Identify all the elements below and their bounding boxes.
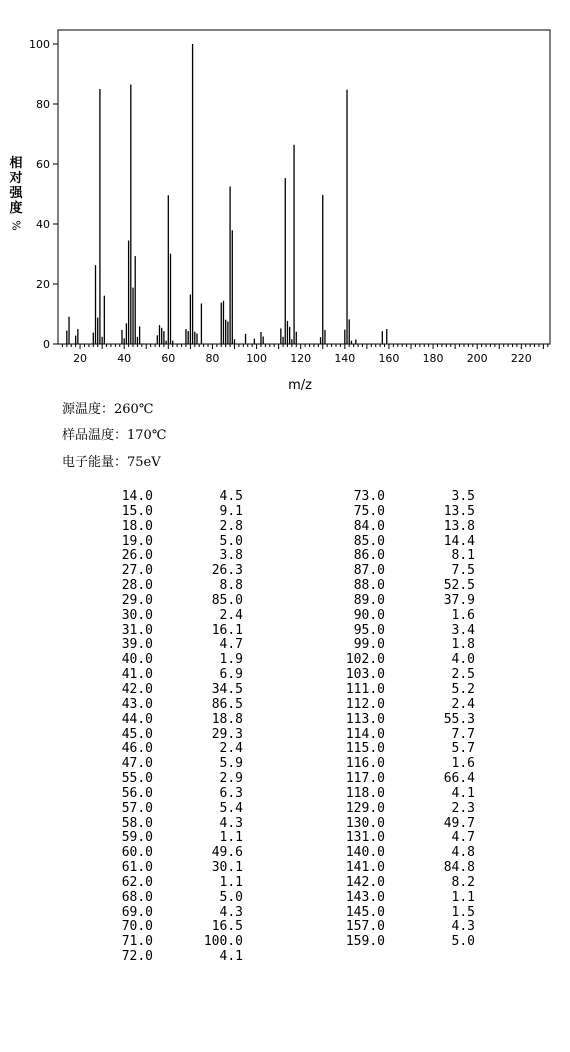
x-tick-label: 180: [422, 352, 444, 365]
x-tick-label: 80: [205, 352, 220, 365]
table-row: [0, 638, 570, 653]
table-row: [0, 490, 570, 505]
mz-value: 142.0: [345, 874, 385, 890]
abundance-value: 14.4: [443, 533, 475, 549]
mz-value: 141.0: [345, 860, 385, 876]
abundance-value: 5.0: [451, 934, 475, 950]
mz-value: 102.0: [345, 652, 385, 668]
abundance-value: 6.9: [219, 667, 243, 683]
plot-frame: [58, 30, 550, 344]
abundance-value: 2.4: [219, 607, 243, 623]
y-tick-label: 0: [43, 338, 50, 351]
abundance-value: 1.5: [451, 904, 475, 920]
x-tick-label: 60: [161, 352, 176, 365]
mz-value: 44.0: [121, 711, 153, 727]
mz-value: 111.0: [345, 681, 385, 697]
abundance-value: 49.6: [211, 845, 243, 861]
chart-bars: [67, 44, 387, 344]
table-row: [0, 802, 570, 817]
mz-value: 88.0: [353, 578, 385, 594]
abundance-value: 3.5: [451, 489, 475, 504]
mz-value: 71.0: [121, 934, 153, 950]
abundance-value: 1.9: [219, 652, 243, 668]
abundance-value: 26.3: [211, 563, 243, 579]
table-row: [0, 698, 570, 713]
mass-spectrum-chart: [0, 0, 570, 400]
x-axis-label: m/z: [288, 378, 312, 393]
abundance-value: 4.3: [451, 919, 475, 935]
mz-value: 129.0: [345, 800, 385, 816]
abundance-value: 16.5: [211, 919, 243, 935]
abundance-value: 86.5: [211, 696, 243, 712]
x-tick-label: 20: [73, 352, 88, 365]
table-row: [0, 683, 570, 698]
y-axis-label-text: 相对强度: [9, 156, 23, 216]
abundance-value: 4.7: [451, 830, 475, 846]
mz-value: 103.0: [345, 667, 385, 683]
mz-value: 30.0: [121, 607, 153, 623]
table-row: [0, 906, 570, 921]
x-tick-label: 40: [117, 352, 132, 365]
mz-value: 68.0: [121, 889, 153, 905]
abundance-value: 4.0: [451, 652, 475, 668]
table-row: [0, 505, 570, 520]
abundance-value: 1.1: [219, 830, 243, 846]
abundance-value: 16.1: [211, 622, 243, 638]
abundance-value: 7.7: [451, 726, 475, 742]
abundance-value: 1.1: [219, 874, 243, 890]
abundance-value: 4.3: [219, 815, 243, 831]
mz-value: 72.0: [121, 949, 153, 965]
table-row: [0, 846, 570, 861]
abundance-value: 2.5: [451, 667, 475, 683]
mz-value: 61.0: [121, 860, 153, 876]
table-row: [0, 564, 570, 579]
source-temperature: 源温度：260℃: [62, 402, 154, 417]
x-tick-label: 100: [246, 352, 268, 365]
abundance-value: 55.3: [443, 711, 475, 727]
abundance-value: 3.4: [451, 622, 475, 638]
mz-value: 31.0: [121, 622, 153, 638]
table-row: [0, 935, 570, 950]
mz-value: 159.0: [345, 934, 385, 950]
abundance-value: 2.9: [219, 771, 243, 787]
abundance-value: 18.8: [211, 711, 243, 727]
mz-value: 117.0: [345, 771, 385, 787]
abundance-value: 4.5: [219, 489, 243, 504]
abundance-value: 85.0: [211, 592, 243, 608]
mz-value: 45.0: [121, 726, 153, 742]
x-tick-label: 220: [510, 352, 532, 365]
table-row: [0, 609, 570, 624]
x-tick-label: 140: [334, 352, 356, 365]
mz-value: 113.0: [345, 711, 385, 727]
table-row: [0, 817, 570, 832]
mz-value: 116.0: [345, 756, 385, 772]
table-row: [0, 861, 570, 876]
abundance-value: 49.7: [443, 815, 475, 831]
mz-value: 118.0: [345, 785, 385, 801]
mz-value: 140.0: [345, 845, 385, 861]
mz-value: 145.0: [345, 904, 385, 920]
mz-value: 28.0: [121, 578, 153, 594]
mz-value: 46.0: [121, 741, 153, 757]
mz-value: 59.0: [121, 830, 153, 846]
mz-value: 69.0: [121, 904, 153, 920]
abundance-value: 2.3: [451, 800, 475, 816]
abundance-value: 2.4: [451, 696, 475, 712]
mz-value: 47.0: [121, 756, 153, 772]
y-tick-label: 20: [36, 278, 50, 291]
mz-value: 43.0: [121, 696, 153, 712]
mz-value: 39.0: [121, 637, 153, 653]
abundance-value: 2.4: [219, 741, 243, 757]
x-tick-label: 200: [466, 352, 488, 365]
mz-value: 70.0: [121, 919, 153, 935]
y-tick-label: 100: [29, 38, 50, 51]
table-row: [0, 520, 570, 535]
mz-value: 131.0: [345, 830, 385, 846]
abundance-value: 5.4: [219, 800, 243, 816]
mz-value: 14.0: [121, 489, 153, 504]
table-row: [0, 713, 570, 728]
table-row: [0, 579, 570, 594]
mz-value: 90.0: [353, 607, 385, 623]
abundance-value: 34.5: [211, 681, 243, 697]
mz-value: 41.0: [121, 667, 153, 683]
peak-table-right: [0, 490, 570, 950]
abundance-value: 8.2: [451, 874, 475, 890]
mz-value: 73.0: [353, 489, 385, 504]
y-axis-label: [8, 156, 24, 233]
abundance-value: 4.1: [451, 785, 475, 801]
abundance-value: 84.8: [443, 860, 475, 876]
abundance-value: 30.1: [211, 860, 243, 876]
mz-value: 95.0: [353, 622, 385, 638]
mz-value: 55.0: [121, 771, 153, 787]
table-row: [0, 876, 570, 891]
abundance-value: 7.5: [451, 563, 475, 579]
table-row: [0, 668, 570, 683]
mz-value: 42.0: [121, 681, 153, 697]
mz-value: 85.0: [353, 533, 385, 549]
mz-value: 143.0: [345, 889, 385, 905]
sample-temperature: 样品温度：170℃: [62, 428, 167, 443]
mz-value: 18.0: [121, 518, 153, 534]
mz-value: 27.0: [121, 563, 153, 579]
mz-value: 62.0: [121, 874, 153, 890]
abundance-value: 4.3: [219, 904, 243, 920]
table-row: [0, 653, 570, 668]
table-row: [0, 728, 570, 743]
table-row: [0, 920, 570, 935]
y-tick-label: 40: [36, 218, 50, 231]
mz-value: 99.0: [353, 637, 385, 653]
mz-value: 29.0: [121, 592, 153, 608]
abundance-value: 5.2: [451, 681, 475, 697]
abundance-value: 37.9: [443, 592, 475, 608]
x-tick-label: 120: [290, 352, 312, 365]
y-tick-label: 60: [36, 158, 50, 171]
mz-value: 114.0: [345, 726, 385, 742]
mz-value: 60.0: [121, 845, 153, 861]
mz-value: 58.0: [121, 815, 153, 831]
abundance-value: 1.1: [451, 889, 475, 905]
mz-value: 130.0: [345, 815, 385, 831]
mz-value: 112.0: [345, 696, 385, 712]
abundance-value: 8.1: [451, 548, 475, 564]
abundance-value: 29.3: [211, 726, 243, 742]
mz-value: 40.0: [121, 652, 153, 668]
mz-value: 26.0: [121, 548, 153, 564]
table-row: [0, 549, 570, 564]
mz-value: 19.0: [121, 533, 153, 549]
table-row: [0, 831, 570, 846]
abundance-value: 4.7: [219, 637, 243, 653]
abundance-value: 4.1: [219, 949, 243, 965]
abundance-value: 66.4: [443, 771, 475, 787]
abundance-value: 5.0: [219, 889, 243, 905]
mz-value: 86.0: [353, 548, 385, 564]
abundance-value: 5.0: [219, 533, 243, 549]
table-row: [0, 535, 570, 550]
mz-value: 56.0: [121, 785, 153, 801]
abundance-value: 52.5: [443, 578, 475, 594]
table-row: [0, 891, 570, 906]
table-row: [0, 757, 570, 772]
table-row: [0, 742, 570, 757]
table-row: [0, 787, 570, 802]
mz-value: 115.0: [345, 741, 385, 757]
y-tick-label: 80: [36, 98, 50, 111]
abundance-value: 2.8: [219, 518, 243, 534]
abundance-value: 5.7: [451, 741, 475, 757]
mz-value: 57.0: [121, 800, 153, 816]
mz-value: 89.0: [353, 592, 385, 608]
chart-axes: [29, 30, 550, 365]
mz-value: 75.0: [353, 503, 385, 519]
table-row: [0, 772, 570, 787]
abundance-value: 4.8: [451, 845, 475, 861]
table-row: [0, 624, 570, 639]
abundance-value: 1.6: [451, 756, 475, 772]
mz-value: 157.0: [345, 919, 385, 935]
table-row: [0, 594, 570, 609]
abundance-value: 6.3: [219, 785, 243, 801]
mz-value: 84.0: [353, 518, 385, 534]
abundance-value: 1.6: [451, 607, 475, 623]
x-tick-label: 160: [378, 352, 400, 365]
abundance-value: 5.9: [219, 756, 243, 772]
abundance-value: 13.5: [443, 503, 475, 519]
abundance-value: 8.8: [219, 578, 243, 594]
abundance-value: 3.8: [219, 548, 243, 564]
table-row: [0, 950, 570, 965]
abundance-value: 100.0: [203, 934, 243, 950]
mz-value: 87.0: [353, 563, 385, 579]
mz-value: 15.0: [121, 503, 153, 519]
electron-energy: 电子能量：75eV: [62, 455, 161, 470]
abundance-value: 13.8: [443, 518, 475, 534]
abundance-value: 1.8: [451, 637, 475, 653]
abundance-value: 9.1: [219, 503, 243, 519]
y-axis-unit: %: [9, 220, 23, 231]
